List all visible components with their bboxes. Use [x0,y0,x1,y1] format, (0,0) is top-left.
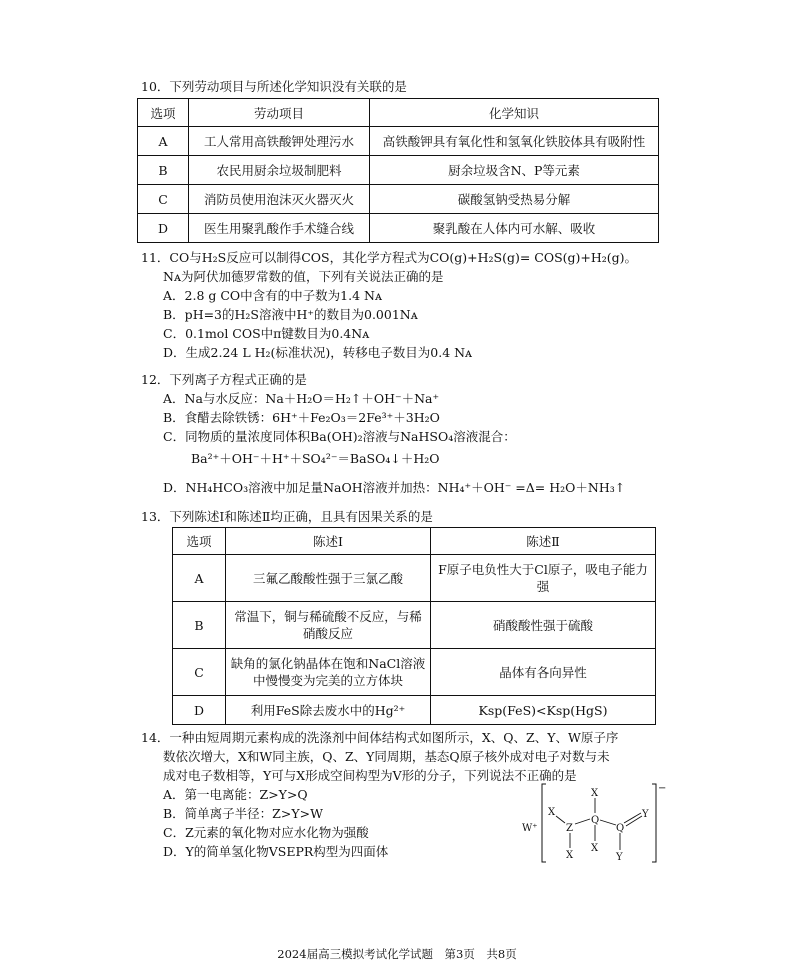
q11-stem-line2: Nᴀ为阿伏加德罗常数的值，下列有关说法正确的是 [163,269,444,284]
table-cell: 消防员使用泡沫灭火器灭火 [189,185,370,214]
table-cell: 缺角的氯化钠晶体在饱和NaCl溶液中慢慢变为完美的立方体块 [226,649,431,696]
table-row [173,602,656,649]
bond-q-q [600,820,616,825]
q14-stem-line3: 成对电子数相等，Y可与X形成空间构型为V形的分子，下列说法不正确的是 [163,768,577,783]
table-cell: A [173,555,226,602]
table-cell: 硝酸酸性强于硫酸 [431,602,656,649]
table-cell: F原子电负性大于Cl原子，吸电子能力强 [431,555,656,602]
q13-table [172,527,656,725]
diagram-atom-x-upper-left: X [548,807,556,818]
diagram-atom-x-bottom: X [591,843,599,854]
q12-option-d: D．NH₄HCO₃溶液中加足量NaOH溶液并加热：NH₄⁺＋OH⁻ =Δ= H₂O＋NH₃↑ [163,480,626,495]
table-cell: B [138,156,189,185]
table-cell: D [138,214,189,243]
q12-stem: 12．下列离子方程式正确的是 [141,372,307,387]
table-cell: B [173,602,226,649]
page-footer: 2024届高三模拟考试化学试题 第3页 共8页 [277,947,517,961]
table-cell: 三氟乙酸酸性强于三氯乙酸 [226,555,431,602]
q13-stem: 13．下列陈述Ⅰ和陈述Ⅱ均正确，且具有因果关系的是 [141,509,433,524]
q11-option-c: C．0.1mol COS中π键数目为0.4Nᴀ [163,326,370,341]
table-row [138,214,659,243]
table-cell: 厨余垃圾含N、P等元素 [370,156,659,185]
q14-stem-line1: 14．一种由短周期元素构成的洗涤剂中间体结构式如图所示，X、Q、Z、Y、W原子序 [141,730,619,745]
q11-option-d: D．生成2.24 L H₂(标准状况)，转移电子数目为0.4 Nᴀ [163,345,473,360]
bond-x-z [556,816,565,823]
diagram-atom-x-top: X [591,788,599,799]
diagram-cation-w: W⁺ [522,823,538,834]
q11-option-b: B．pH=3的H₂S溶液中H⁺的数目为0.001Nᴀ [163,307,418,322]
q14-option-b: B．简单离子半径：Z>Y>W [163,806,323,821]
table-row [173,555,656,602]
q12-option-b: B．食醋去除铁锈：6H⁺＋Fe₂O₃＝2Fe³⁺＋3H₂O [163,410,440,425]
table-cell: 农民用厨余垃圾制肥料 [189,156,370,185]
table-cell: 聚乳酸在人体内可水解、吸收 [370,214,659,243]
diagram-atom-y-lower: Y [616,852,623,863]
diagram-left-bracket [542,784,546,862]
table-row [138,127,659,156]
q10-header-cell: 选项 [138,99,189,127]
table-cell: Ksp(FeS)<Ksp(HgS) [431,696,656,725]
table-row [173,649,656,696]
table-cell: C [173,649,226,696]
q12-option-c-equation: Ba²⁺＋OH⁻＋H⁺＋SO₄²⁻＝BaSO₄↓＋H₂O [191,451,440,466]
q13-header-cell: 陈述Ⅰ [226,528,431,555]
diagram-atom-x-lower: X [566,850,574,861]
diagram-right-bracket [652,784,656,862]
q13-header-cell: 陈述Ⅱ [431,528,656,555]
q12-option-c: C．同物质的量浓度同体积Ba(OH)₂溶液与NaHSO₄溶液混合： [163,429,516,444]
table-row [138,185,659,214]
q12-block [141,370,625,497]
q10-header-cell: 劳动项目 [189,99,370,127]
table-cell: A [138,127,189,156]
q14-option-c: C．Z元素的氧化物对应水化物为强酸 [163,825,369,840]
q11-stem-line1: 11．CO与H₂S反应可以制得COS，其化学方程式为CO(g)+H₂S(g)= COS(g)+H₂(g)。 [141,250,638,265]
table-cell: 高铁酸钾具有氧化性和氢氧化铁胶体具有吸附性 [370,127,659,156]
table-row [173,696,656,725]
table-cell: 工人常用高铁酸钾处理污水 [189,127,370,156]
diagram-atom-q-right: Q [616,823,625,834]
q10-header-row [138,99,659,127]
q12-option-a: A．Na与水反应：Na＋H₂O＝H₂↑＋OH⁻＋Na⁺ [163,391,440,406]
diagram-charge: − [658,783,667,794]
q13-header-cell: 选项 [173,528,226,555]
table-cell: 常温下，铜与稀硫酸不反应，与稀硝酸反应 [226,602,431,649]
q14-option-d: D．Y的简单氢化物VSEPR构型为四面体 [163,844,389,859]
q14-stem-line2: 数依次增大，X和W同主族，Q、Z、Y同周期，基态Q原子核外成对电子对数与未 [163,749,610,764]
table-cell: C [138,185,189,214]
diagram-atom-z: Z [566,823,573,834]
q14-structure-diagram [520,780,670,870]
q14-option-a: A．第一电离能：Z>Y>Q [163,787,308,802]
q11-option-a: A．2.8 g CO中含有的中子数为1.4 Nᴀ [163,288,383,303]
table-cell: 医生用聚乳酸作手术缝合线 [189,214,370,243]
q13-header-row [173,528,656,555]
table-cell: 晶体有各向异性 [431,649,656,696]
table-cell: 利用FeS除去废水中的Hg²⁺ [226,696,431,725]
table-cell: 碳酸氢钠受热易分解 [370,185,659,214]
q10-stem: 10．下列劳动项目与所述化学知识没有关联的是 [141,79,407,94]
bond-z-q [575,819,590,824]
table-cell: D [173,696,226,725]
q11-block [141,248,637,362]
table-row [138,156,659,185]
diagram-atom-q-center: Q [591,815,600,826]
diagram-atom-y-upper: Y [642,809,649,820]
q10-header-cell: 化学知识 [370,99,659,127]
q10-table [137,98,659,243]
